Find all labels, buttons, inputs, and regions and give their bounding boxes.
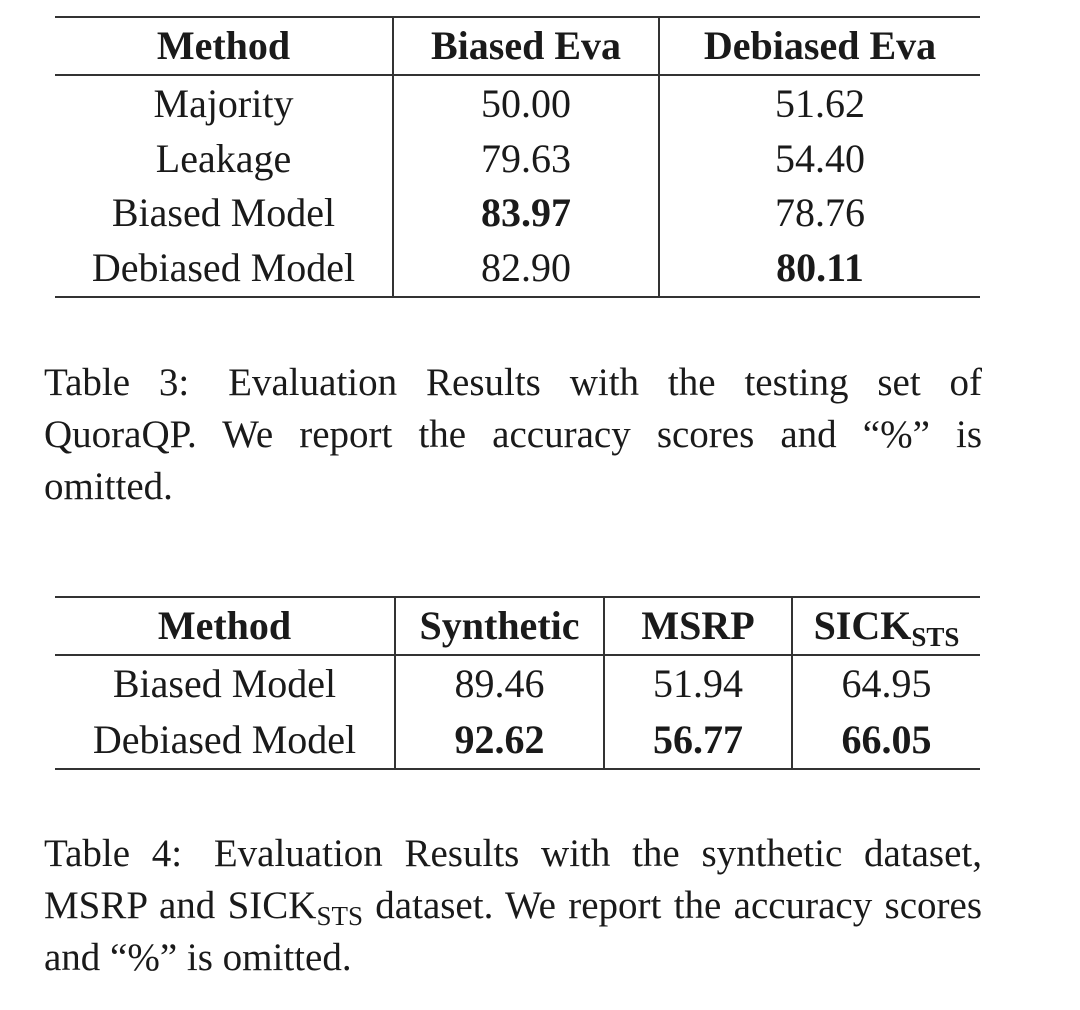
cell-biased-eva: 82.90 [393,240,659,297]
cell-sick-sts: 64.95 [792,655,980,712]
cell-biased-eva: 79.63 [393,132,659,186]
cell-method: Leakage [155,136,292,181]
cell-biased-eva: 50.00 [393,75,659,132]
cell-method: Debiased Model [55,712,395,769]
cell-method: Biased Model [111,190,336,235]
table-header-row [55,17,980,75]
table-row [55,186,980,240]
table-3 [55,16,980,298]
cell-synthetic: 92.62 [395,712,604,769]
cell-debiased-eva: 51.62 [659,75,980,132]
cell-debiased-eva: 78.76 [659,186,980,240]
table-4-caption [44,828,982,984]
cell-method: Majority [153,81,294,126]
table-row [55,75,980,132]
cell-sick-sts: 66.05 [792,712,980,769]
table-header-row [55,597,980,655]
table-row [55,712,980,769]
table-row [55,240,980,297]
header-sick-subscript: STS [911,622,960,652]
header-biased-eva: Biased Eva [393,17,659,75]
table-4 [55,596,980,770]
caption-text: Evaluation Results with the testing set of QuoraQP. We report the accuracy scores and “%” is omitted. [44,361,983,508]
table-3-caption [44,357,982,513]
caption-text-b: dataset. We report the accuracy scores and “%” is omitted. [44,884,982,979]
caption-subscript: STS [316,901,363,931]
cell-debiased-eva: 54.40 [659,132,980,186]
table-row [55,132,980,186]
cell-biased-eva: 83.97 [393,186,659,240]
header-method: Method [55,597,395,655]
header-sick-sts [792,597,980,655]
header-sick-main: SICK [813,603,912,648]
caption-label: Table 4: [44,832,183,875]
header-synthetic: Synthetic [395,597,604,655]
cell-msrp: 56.77 [604,712,792,769]
cell-debiased-eva: 80.11 [659,240,980,297]
header-msrp: MSRP [604,597,792,655]
header-method: Method [55,17,393,75]
cell-msrp: 51.94 [604,655,792,712]
cell-synthetic: 89.46 [395,655,604,712]
table-row [55,655,980,712]
caption-text-a: Evaluation Results with the synthetic dataset, MSRP and SICK [44,832,982,927]
cell-method: Debiased Model [55,240,393,297]
caption-label: Table 3: [44,361,190,404]
cell-method: Biased Model [112,661,337,706]
header-debiased-eva: Debiased Eva [659,17,980,75]
